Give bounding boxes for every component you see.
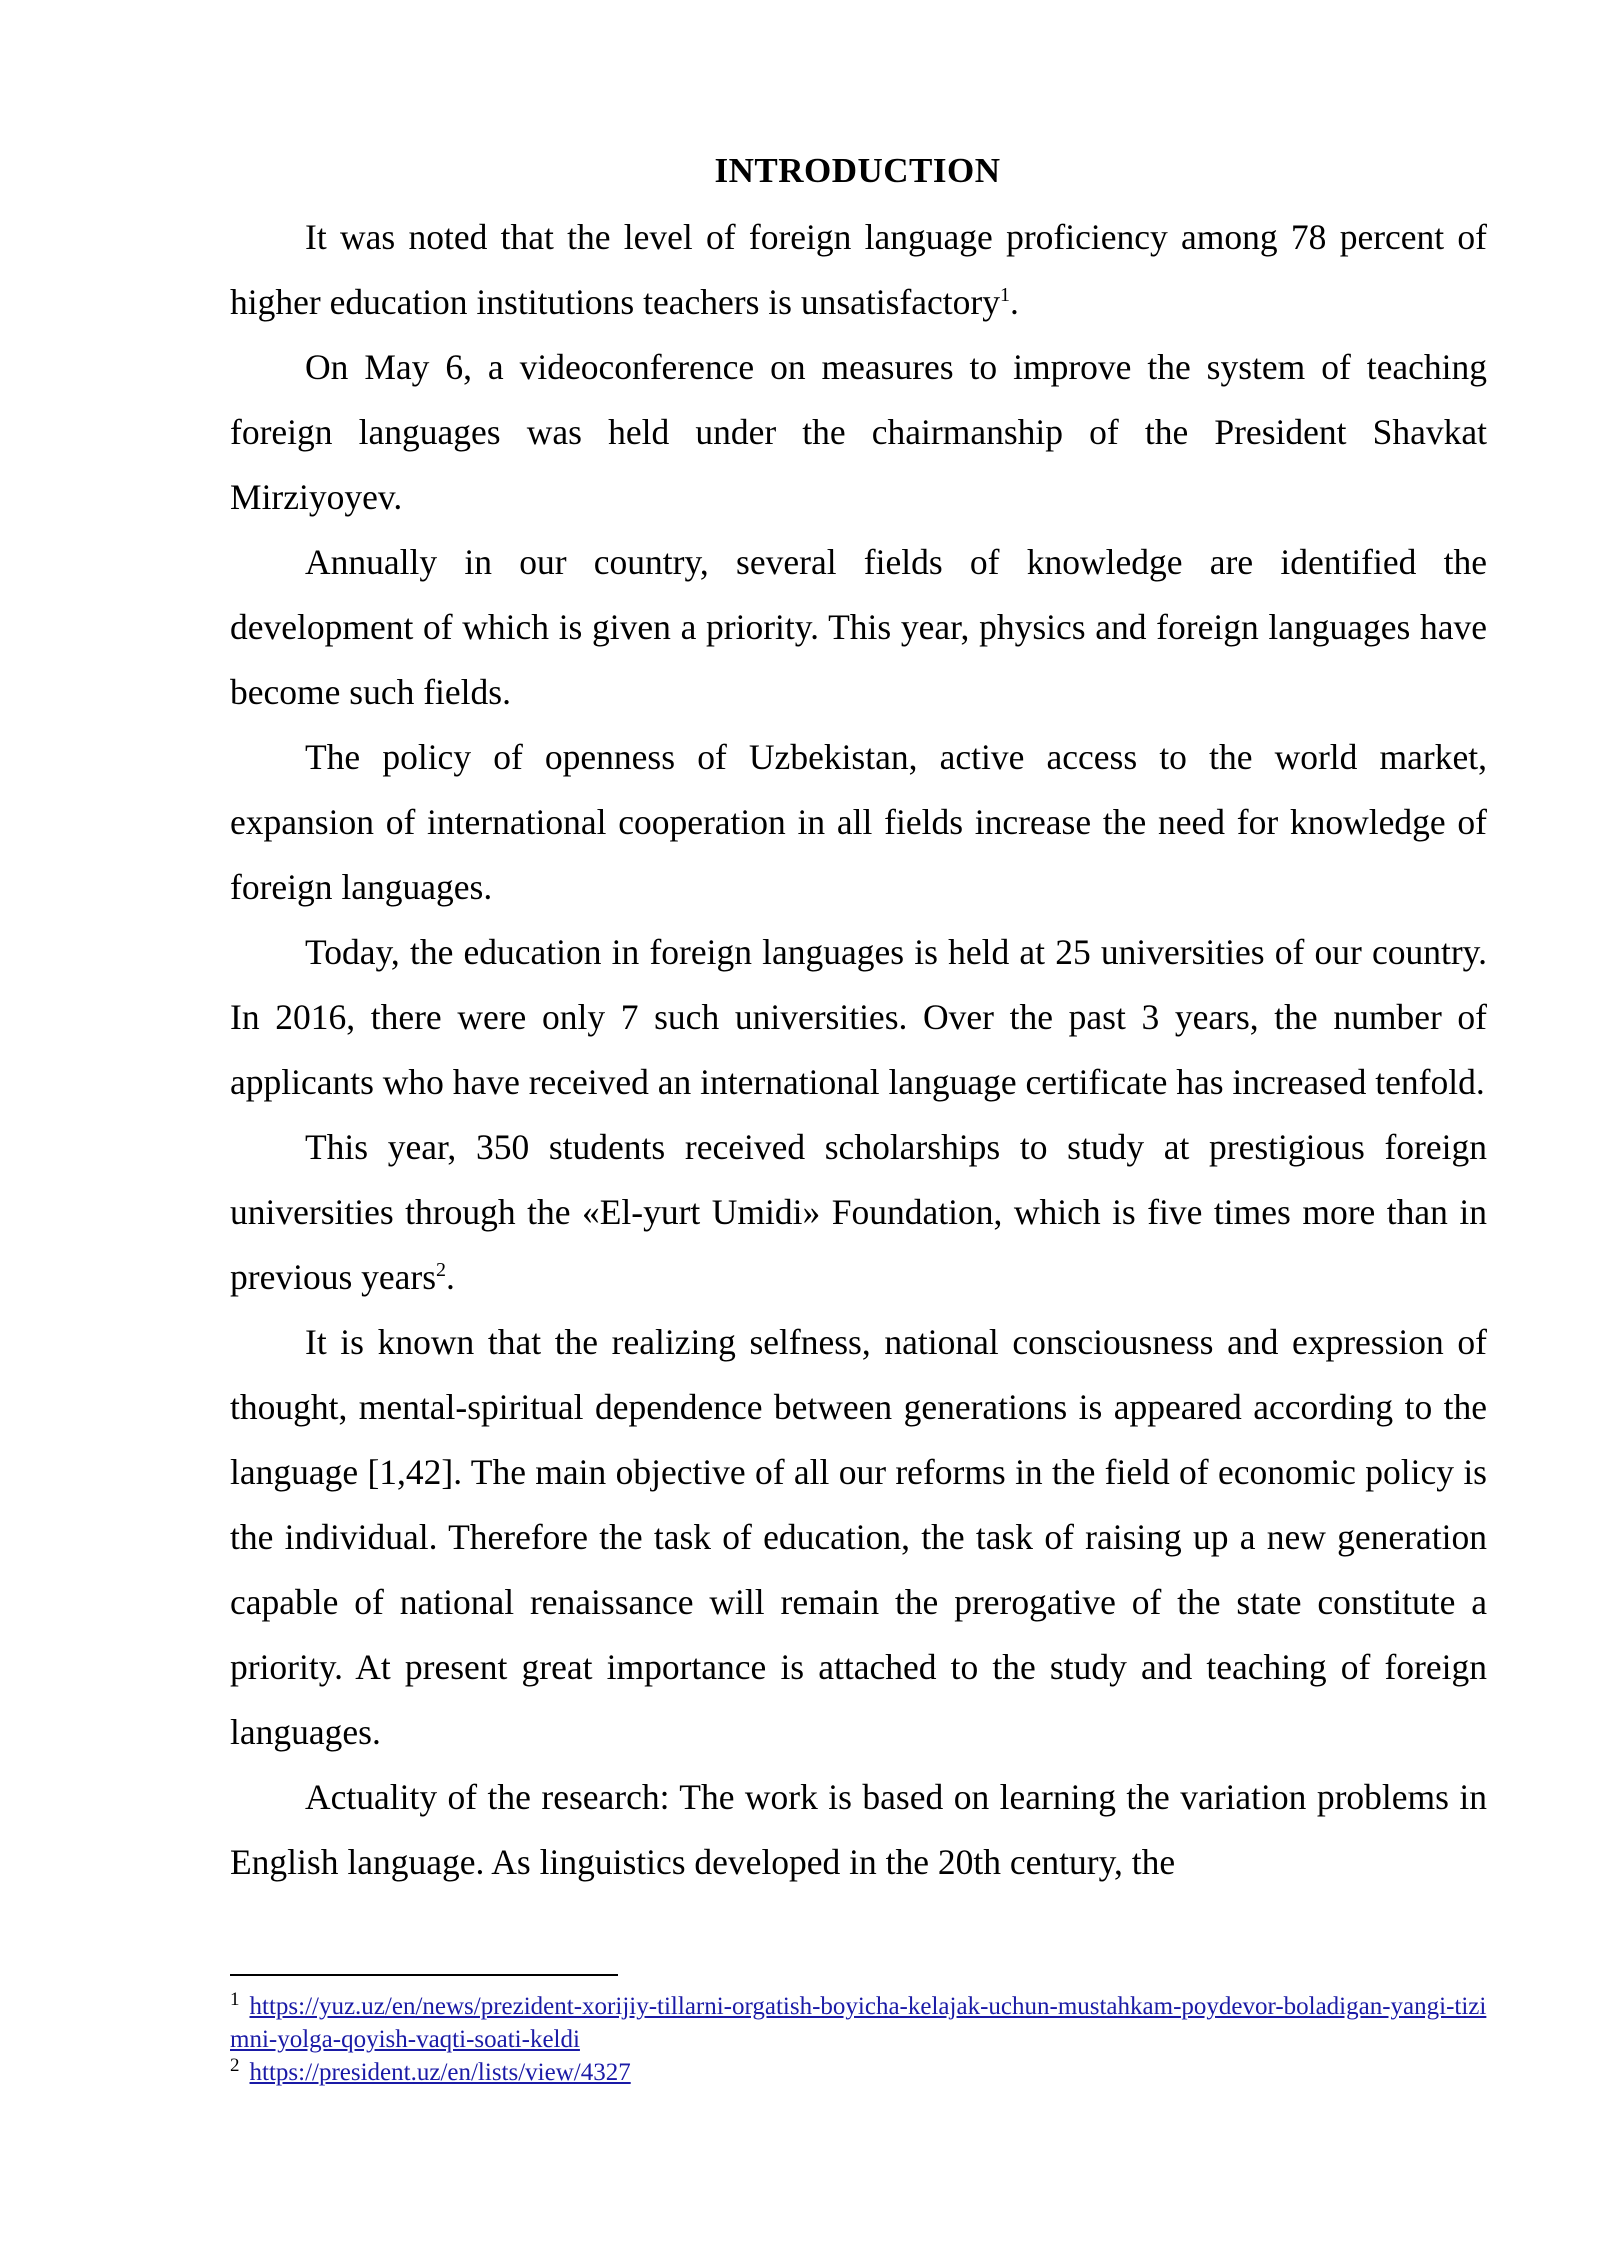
paragraph	[230, 1765, 1487, 1895]
paragraph-text: This year, 350 students received scholarships to study at prestigious foreign universities through the «El-yurt Umidi» Foundation, which is five times more than in previous years	[230, 1127, 1487, 1297]
body-text	[230, 205, 1487, 1895]
footnote	[230, 2056, 1487, 2089]
paragraph-text: Actuality of the research: The work is based on learning the variation problems in English language. As linguistics developed in the 20th century, the	[230, 1777, 1487, 1882]
page-title: INTRODUCTION	[714, 151, 1001, 190]
footnotes	[230, 1990, 1487, 2089]
footnote	[230, 1990, 1487, 2056]
paragraph	[230, 920, 1487, 1115]
paragraph-text: It is known that the realizing selfness, national consciousness and expression of thought, mental-spiritual dependence between generations is appeared according to the language [1,42]. The main objective of all our reforms in the field of economic policy is the individual. Therefore the task of education, the task of raising up a new generation capable of national renaissance will remain the prerogative of the state constitute a priority. At present great importance is attached to the study and teaching of foreign languages.	[230, 1322, 1487, 1752]
paragraph	[230, 530, 1487, 725]
paragraph-text-end: .	[446, 1257, 455, 1297]
paragraph-text: Today, the education in foreign languages is held at 25 universities of our country. In 2016, there were only 7 such universities. Over the past 3 years, the number of applicants who have received an international language certificate has increased tenfold.	[230, 932, 1487, 1102]
footnote-link[interactable]: https://president.uz/en/lists/view/4327	[249, 2059, 631, 2086]
footnote-reference[interactable]: 1	[999, 284, 1010, 307]
paragraph	[230, 1115, 1487, 1310]
paragraph-text: It was noted that the level of foreign language proficiency among 78 percent of higher education institutions teachers is unsatisfactory	[230, 217, 1487, 322]
paragraph-text: The policy of openness of Uzbekistan, active access to the world market, expansion of international cooperation in all fields increase the need for knowledge of foreign languages.	[230, 737, 1487, 907]
paragraph-text: On May 6, a videoconference on measures to improve the system of teaching foreign languages was held under the chairmanship of the President Shavkat Mirziyoyev.	[230, 347, 1487, 517]
paragraph	[230, 335, 1487, 530]
paragraph	[230, 725, 1487, 920]
paragraph	[230, 205, 1487, 335]
footnote-mark: 2	[230, 2054, 240, 2076]
paragraph	[230, 1310, 1487, 1765]
footnote-reference[interactable]: 2	[436, 1259, 447, 1282]
paragraph-text: Annually in our country, several fields of knowledge are identified the development of which is given a priority. This year, physics and foreign languages have become such fields.	[230, 542, 1487, 712]
footnote-link[interactable]: https://yuz.uz/en/news/prezident-xorijiy-tillarni-orgatish-boyicha-kelajak-uchun-mustahkam-poydevor-boladigan-yangi-tizimni-yolga-qoyish-vaqti-soati-keldi	[230, 1993, 1487, 2053]
footnote-mark: 1	[230, 1988, 240, 2010]
footnote-separator	[230, 1974, 618, 1976]
paragraph-text-end: .	[1009, 282, 1019, 322]
